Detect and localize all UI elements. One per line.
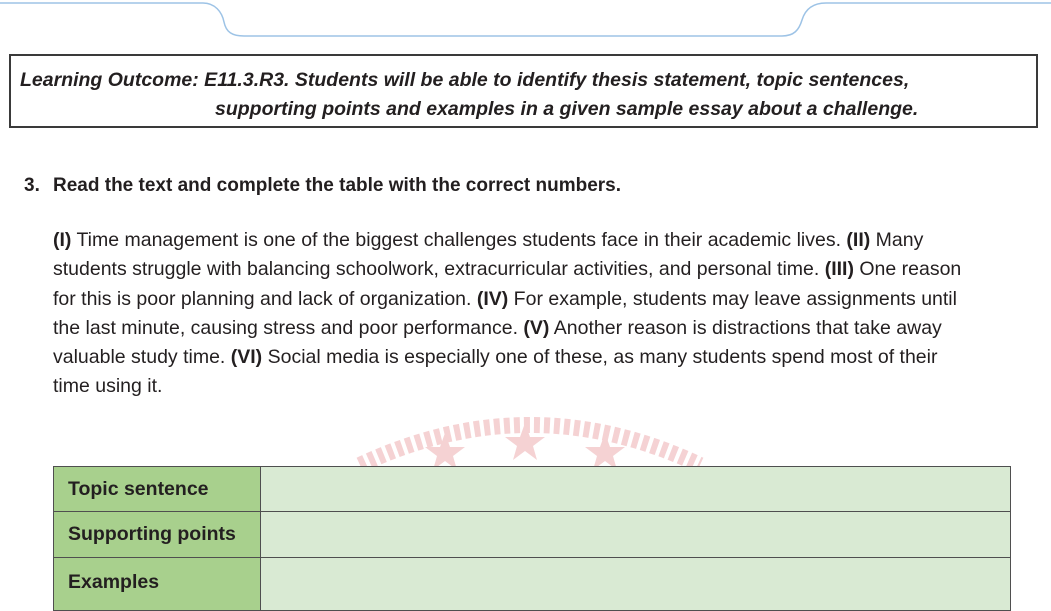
sentence-text: One reason (853, 258, 962, 281)
table-row (54, 558, 1011, 611)
sentence-marker: (II) (846, 229, 871, 251)
table-row (54, 512, 1011, 558)
header-tab-decoration (0, 0, 1051, 40)
row-label-supporting-points: Supporting points (54, 512, 261, 558)
learning-outcome-box (9, 54, 1038, 128)
passage-line (53, 343, 1038, 372)
sentence-marker: (IV) (476, 287, 509, 310)
reading-passage (53, 226, 1038, 402)
passage-line (53, 372, 1038, 401)
passage-line (53, 285, 1038, 314)
question-instruction: Read the text and complete the table with the correct numbers. (53, 175, 622, 196)
question-heading (24, 175, 621, 197)
sentence-text: Time management is one of the biggest challenges students face in their academic lives. (71, 229, 847, 251)
answer-cell-examples[interactable] (261, 558, 1011, 611)
row-label-examples: Examples (54, 558, 261, 611)
answer-cell-supporting-points[interactable] (261, 512, 1011, 558)
sentence-marker: (III) (824, 258, 854, 281)
sentence-text: Social media is especially one of these, as many students spend most of their (262, 346, 938, 369)
sentence-marker: (V) (523, 316, 550, 339)
sentence-marker: (I) (53, 229, 72, 251)
passage-line (53, 314, 1038, 343)
learning-outcome-line-2: supporting points and examples in a given sample essay about a challenge. (215, 98, 919, 120)
sentence-text: For example, students may leave assignments until (508, 287, 957, 310)
answer-table (53, 466, 1011, 611)
table-row (54, 467, 1011, 512)
sentence-marker: (VI) (230, 346, 263, 369)
sentence-text: Another reason is distractions that take away (549, 316, 942, 339)
question-number: 3. (24, 175, 40, 196)
sentence-text: for this is poor planning and lack of organization. (53, 287, 477, 310)
sentence-text: the last minute, causing stress and poor performance. (53, 316, 524, 339)
passage-line (53, 226, 1038, 255)
sentence-text: students struggle with balancing schoolwork, extracurricular activities, and personal time. (53, 258, 825, 281)
sentence-text: time using it. (53, 375, 163, 398)
passage-line (53, 255, 1038, 284)
sentence-text: valuable study time. (53, 346, 231, 369)
row-label-topic-sentence: Topic sentence (54, 467, 261, 512)
learning-outcome-line-1: Learning Outcome: E11.3.R3. Students will be able to identify thesis statement, topic sentences, (20, 69, 910, 91)
answer-cell-topic-sentence[interactable] (261, 467, 1011, 512)
watermark-emblem (340, 395, 720, 475)
sentence-text: Many (870, 229, 924, 251)
